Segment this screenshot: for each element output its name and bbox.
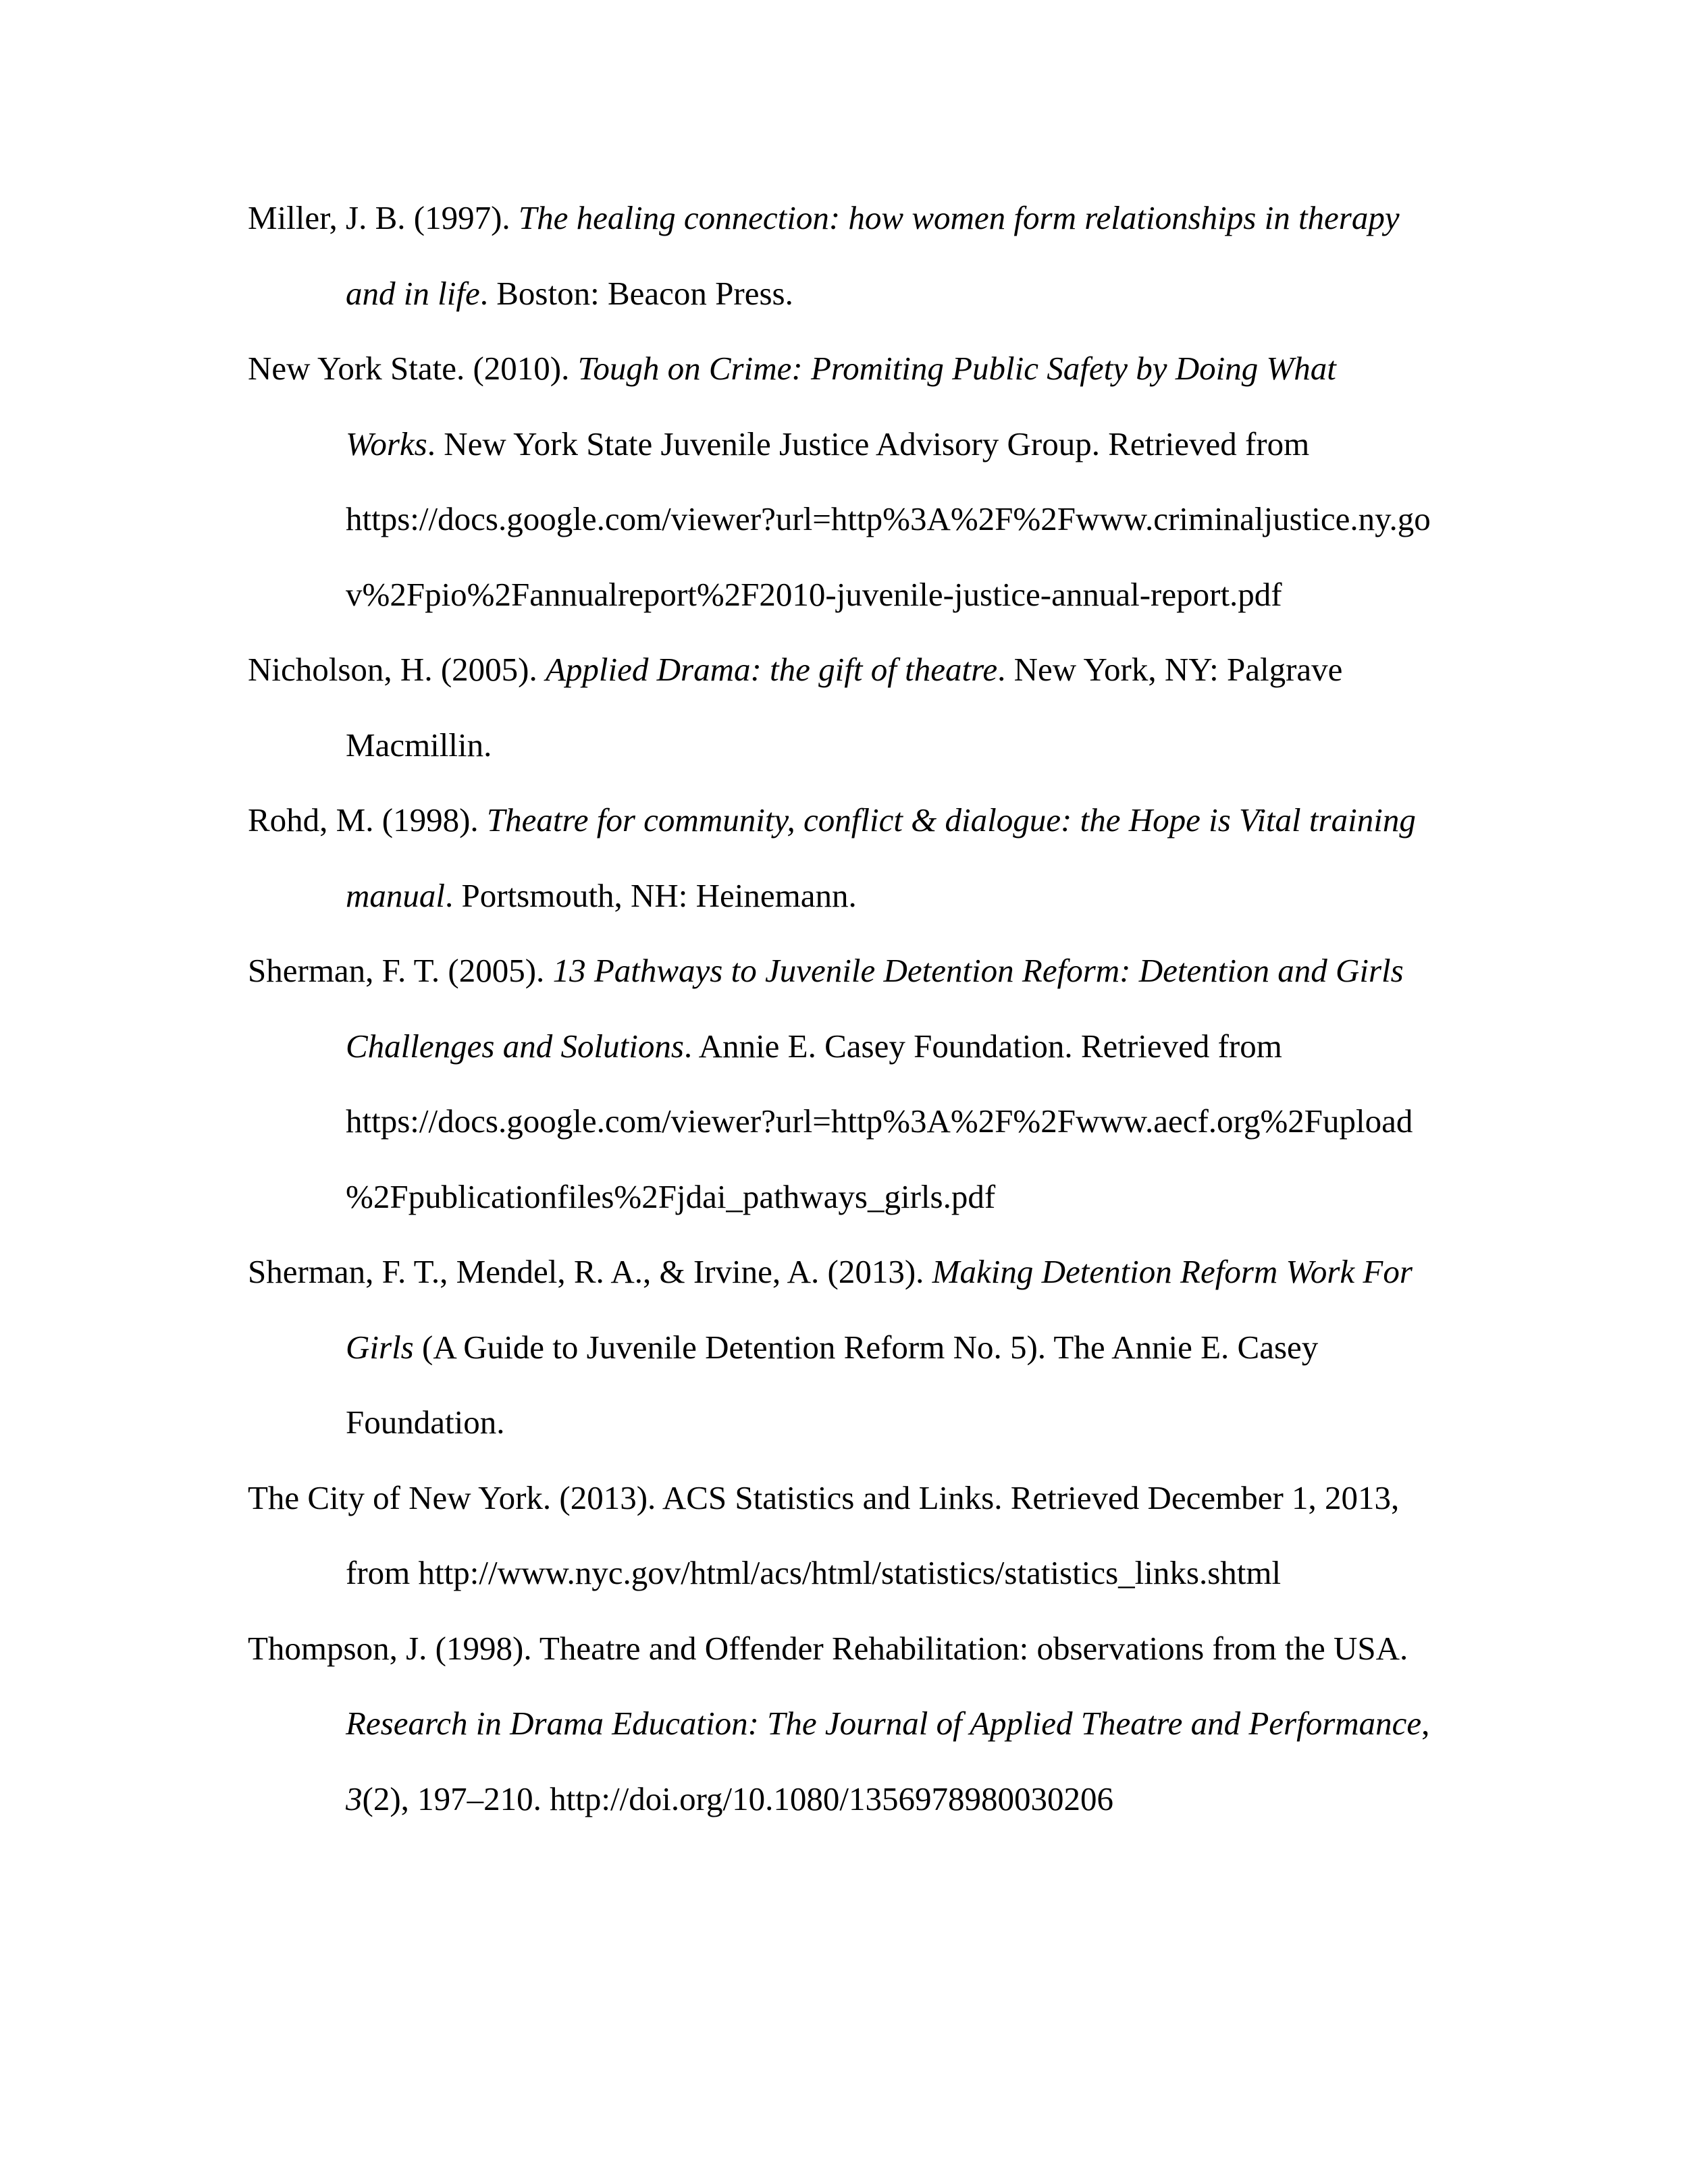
reference-line bbox=[248, 481, 1431, 557]
reference-text: from http://www.nyc.gov/html/acs/html/statistics/statistics_links.shtml bbox=[346, 1554, 1282, 1591]
reference-line bbox=[248, 708, 1431, 783]
reference-entry bbox=[248, 180, 1431, 331]
reference-line bbox=[248, 1159, 1431, 1235]
reference-text: %2Fpublicationfiles%2Fjdai_pathways_girls.pdf bbox=[346, 1177, 996, 1215]
reference-text: . Boston: Beacon Press. bbox=[479, 274, 793, 312]
reference-text: Foundation. bbox=[346, 1404, 505, 1441]
italic-title-text: Challenges and Solutions bbox=[346, 1027, 684, 1065]
reference-entry bbox=[248, 331, 1431, 632]
reference-text: Nicholson, H. (2005). bbox=[248, 651, 546, 688]
reference-text: . Annie E. Casey Foundation. Retrieved from bbox=[683, 1027, 1282, 1065]
italic-title-text: 13 Pathways to Juvenile Detention Reform: Detention and Girls bbox=[552, 952, 1404, 989]
reference-text: Thompson, J. (1998). Theatre and Offender Rehabilitation: observations from the USA. bbox=[248, 1629, 1408, 1667]
reference-text: Sherman, F. T. (2005). bbox=[248, 952, 553, 989]
reference-line bbox=[248, 256, 1431, 331]
reference-text: . New York, NY: Palgrave bbox=[997, 651, 1343, 688]
reference-line bbox=[248, 1761, 1431, 1837]
reference-line bbox=[248, 1385, 1431, 1460]
reference-entry bbox=[248, 632, 1431, 782]
italic-title-text: Tough on Crime: Promiting Public Safety by Doing What bbox=[577, 350, 1336, 387]
italic-title-text: Works bbox=[346, 425, 427, 462]
reference-line bbox=[248, 632, 1431, 708]
reference-line bbox=[248, 1460, 1431, 1536]
reference-text: Sherman, F. T., Mendel, R. A., & Irvine, A. (2013). bbox=[248, 1253, 932, 1290]
reference-text: . New York State Juvenile Justice Advisory Group. Retrieved from bbox=[427, 425, 1310, 462]
reference-line bbox=[248, 1310, 1431, 1385]
reference-entry bbox=[248, 782, 1431, 933]
reference-line bbox=[248, 1686, 1431, 1761]
italic-title-text: Theatre for community, conflict & dialogue: the Hope is Vital training bbox=[486, 801, 1416, 838]
italic-title-text: The healing connection: how women form relationships in therapy bbox=[518, 199, 1400, 236]
reference-line bbox=[248, 331, 1431, 406]
reference-text: Rohd, M. (1998). bbox=[248, 801, 487, 838]
reference-text: The City of New York. (2013). ACS Statistics and Links. Retrieved December 1, 2013, bbox=[248, 1479, 1400, 1516]
italic-title-text: Girls bbox=[346, 1328, 414, 1366]
reference-line bbox=[248, 180, 1431, 256]
reference-line bbox=[248, 1611, 1431, 1686]
italic-title-text: manual bbox=[346, 876, 445, 914]
reference-line bbox=[248, 1535, 1431, 1611]
reference-line bbox=[248, 933, 1431, 1009]
reference-text: https://docs.google.com/viewer?url=http%3A%2F%2Fwww.aecf.org%2Fupload bbox=[346, 1102, 1413, 1140]
reference-list bbox=[248, 180, 1431, 1836]
italic-title-text: Making Detention Reform Work For bbox=[932, 1253, 1413, 1290]
reference-entry bbox=[248, 933, 1431, 1234]
reference-text: . Portsmouth, NH: Heinemann. bbox=[445, 876, 857, 914]
italic-title-text: Research in Drama Education: The Journal of Applied Theatre and Performance bbox=[346, 1705, 1422, 1742]
italic-title-text: Applied Drama: the gift of theatre bbox=[545, 651, 998, 688]
reference-text: New York State. (2010). bbox=[248, 350, 578, 387]
reference-line bbox=[248, 1009, 1431, 1084]
reference-line bbox=[248, 406, 1431, 482]
reference-line bbox=[248, 1234, 1431, 1310]
italic-title-text: and in life bbox=[346, 274, 480, 312]
reference-line bbox=[248, 557, 1431, 633]
reference-entry bbox=[248, 1460, 1431, 1611]
reference-line bbox=[248, 1084, 1431, 1159]
reference-text: (2), 197–210. http://doi.org/10.1080/1356978980030206 bbox=[362, 1780, 1113, 1817]
reference-text: Macmillin. bbox=[346, 726, 492, 764]
reference-entry bbox=[248, 1611, 1431, 1837]
reference-text: v%2Fpio%2Fannualreport%2F2010-juvenile-justice-annual-report.pdf bbox=[346, 575, 1282, 613]
italic-title-text: 3 bbox=[346, 1780, 363, 1817]
reference-line bbox=[248, 858, 1431, 934]
reference-text: https://docs.google.com/viewer?url=http%3A%2F%2Fwww.criminaljustice.ny.go bbox=[346, 500, 1431, 537]
reference-text: , bbox=[1421, 1705, 1430, 1742]
reference-entry bbox=[248, 1234, 1431, 1460]
reference-line bbox=[248, 782, 1431, 858]
reference-text: Miller, J. B. (1997). bbox=[248, 199, 519, 236]
reference-text: (A Guide to Juvenile Detention Reform No. 5). The Annie E. Casey bbox=[413, 1328, 1319, 1366]
